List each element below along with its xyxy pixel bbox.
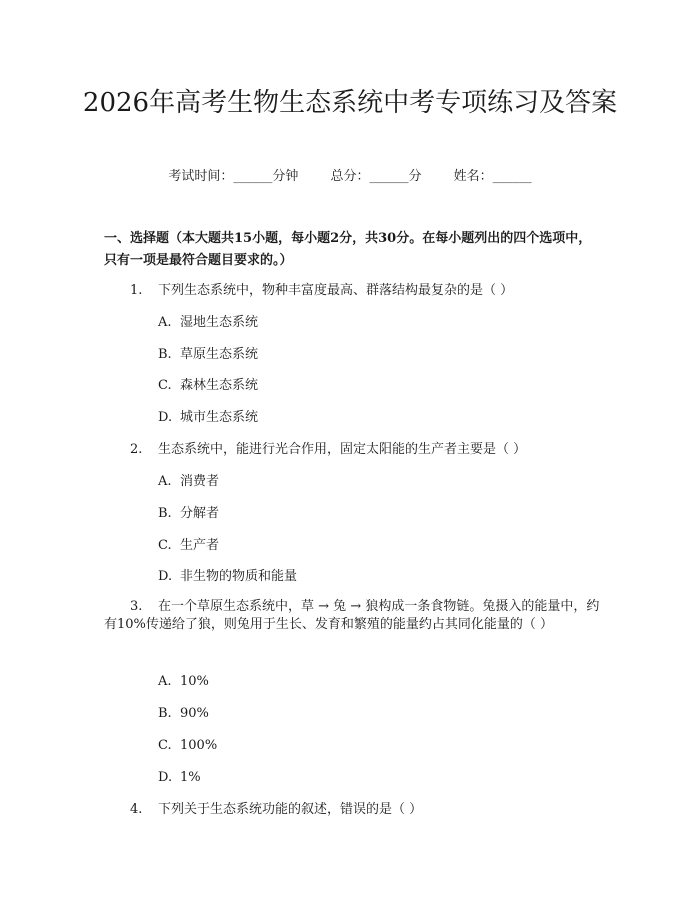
option-text: 草原生态系统	[180, 347, 259, 362]
option-text: 生产者	[180, 538, 220, 553]
option-letter: A.	[158, 674, 172, 689]
option-letter: C.	[158, 378, 172, 393]
option-letter: B.	[158, 347, 172, 362]
option-letter: B.	[158, 706, 172, 721]
option-1b	[158, 346, 258, 364]
option-letter: B.	[158, 506, 172, 521]
option-1a	[158, 314, 258, 332]
option-letter: A.	[158, 474, 172, 489]
question-text: 在一个草原生态系统中，草 → 兔 → 狼构成一条食物链。兔摄入的能量中，约有10%传递给了狼，则兔用于生长、发育和繁殖的能量约占其同化能量的（ ）	[104, 599, 600, 632]
option-text: 1%	[180, 770, 201, 785]
question-number: 3.	[130, 599, 143, 614]
question-text: 生态系统中，能进行光合作用，固定太阳能的生产者主要是（ ）	[158, 442, 527, 457]
section-heading: 一、选择题（本大题共15小题，每小题2分，共30分。在每小题列出的四个选项中，只有一项是最符合题目要求的。）	[104, 231, 592, 268]
option-text: 非生物的物质和能量	[180, 569, 298, 584]
option-text: 90%	[180, 706, 209, 721]
question-number: 4.	[130, 802, 143, 817]
option-text: 湿地生态系统	[180, 315, 259, 330]
option-2a	[158, 473, 219, 491]
option-text: 分解者	[180, 506, 220, 521]
question-number: 1.	[130, 283, 143, 298]
question-3	[104, 598, 600, 634]
option-3d	[158, 769, 201, 787]
question-text: 下列生态系统中，物种丰富度最高、群落结构最复杂的是（ ）	[158, 283, 514, 298]
option-letter: D.	[158, 569, 173, 584]
option-3a	[158, 673, 209, 691]
name-field: 姓名：______	[453, 169, 532, 184]
option-letter: C.	[158, 538, 172, 553]
question-text: 下列关于生态系统功能的叙述，错误的是（ ）	[158, 802, 423, 817]
option-1c	[158, 377, 258, 395]
option-letter: D.	[158, 410, 173, 425]
option-text: 城市生态系统	[180, 410, 259, 425]
option-3c	[158, 737, 217, 755]
option-3b	[158, 705, 209, 723]
option-2d	[158, 568, 297, 586]
total-score-field: 总分：______分	[330, 169, 422, 184]
option-2b	[158, 505, 219, 523]
option-letter: D.	[158, 770, 173, 785]
option-letter: A.	[158, 315, 172, 330]
option-text: 消费者	[180, 474, 220, 489]
question-number: 2.	[130, 442, 143, 457]
exam-info-line	[0, 168, 700, 186]
option-1d	[158, 409, 258, 427]
option-text: 100%	[180, 738, 218, 753]
page-title: 2026年高考生物生态系统中考专项练习及答案	[82, 88, 618, 118]
question-4	[130, 801, 422, 819]
exam-time-field: 考试时间：______分钟	[168, 169, 299, 184]
question-2	[130, 441, 526, 459]
option-text: 森林生态系统	[180, 378, 259, 393]
question-1	[130, 282, 513, 300]
option-letter: C.	[158, 738, 172, 753]
option-text: 10%	[180, 674, 209, 689]
option-2c	[158, 537, 219, 555]
